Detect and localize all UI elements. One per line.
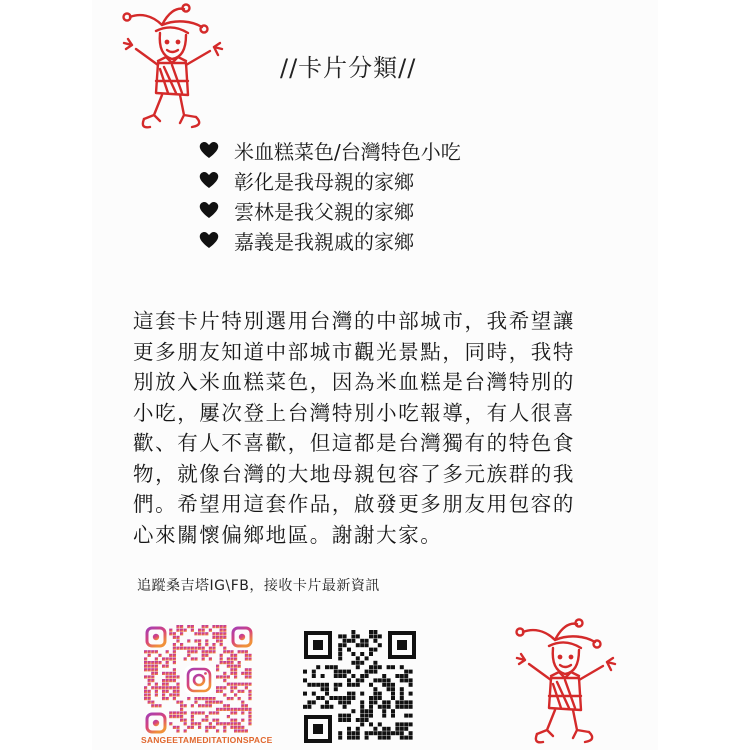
- paragraph-line: 歡、有人不喜歡，但這都是台灣獨有的特色食: [133, 431, 575, 455]
- jester-illustration-bottom: [503, 618, 638, 750]
- paragraph-line: 這套卡片特別選用台灣的中部城市，我希望讓: [133, 309, 575, 333]
- category-list: [198, 135, 461, 255]
- paragraph-line: 心來關懷偏鄉地區。謝謝大家。: [133, 522, 443, 547]
- instagram-qr-code[interactable]: [144, 625, 254, 735]
- list-item-text: 嘉義是我親戚的家鄉: [234, 229, 414, 254]
- list-item-text: 米血糕菜色/台灣特色小吃: [234, 139, 461, 164]
- list-item-text: 雲林是我父親的家鄉: [234, 199, 414, 224]
- paragraph-line: 們。希望用這套作品，啟發更多朋友用包容的: [133, 492, 575, 516]
- list-item: [198, 165, 461, 195]
- instagram-handle: SANGEETAMEDITATIONSPACE: [141, 735, 273, 745]
- heart-icon: [198, 170, 220, 190]
- page-title: //卡片分類//: [280, 54, 417, 82]
- heart-icon: [198, 140, 220, 160]
- description-paragraph: [133, 306, 633, 550]
- list-item: [198, 195, 461, 225]
- instagram-icon: [184, 665, 214, 695]
- list-item-text: 彰化是我母親的家鄉: [234, 169, 414, 194]
- heart-icon: [198, 200, 220, 220]
- paragraph-line: 更多朋友知道中部城市觀光景點，同時，我特: [133, 339, 575, 364]
- facebook-qr-code[interactable]: [303, 630, 417, 744]
- list-item: [198, 225, 461, 255]
- paragraph-line: 小吃，屢次登上台灣特別小吃報導，有人很喜: [133, 400, 575, 425]
- list-item: [198, 135, 461, 165]
- follow-note: 追蹤桑吉塔IG\FB，接收卡片最新資訊: [137, 578, 380, 594]
- heart-icon: [198, 230, 220, 250]
- paragraph-line: 物，就像台灣的大地母親包容了多元族群的我: [133, 461, 575, 486]
- paragraph-line: 別放入米血糕菜色，因為米血糕是台灣特別的: [133, 370, 575, 394]
- jester-illustration-top: [110, 3, 245, 135]
